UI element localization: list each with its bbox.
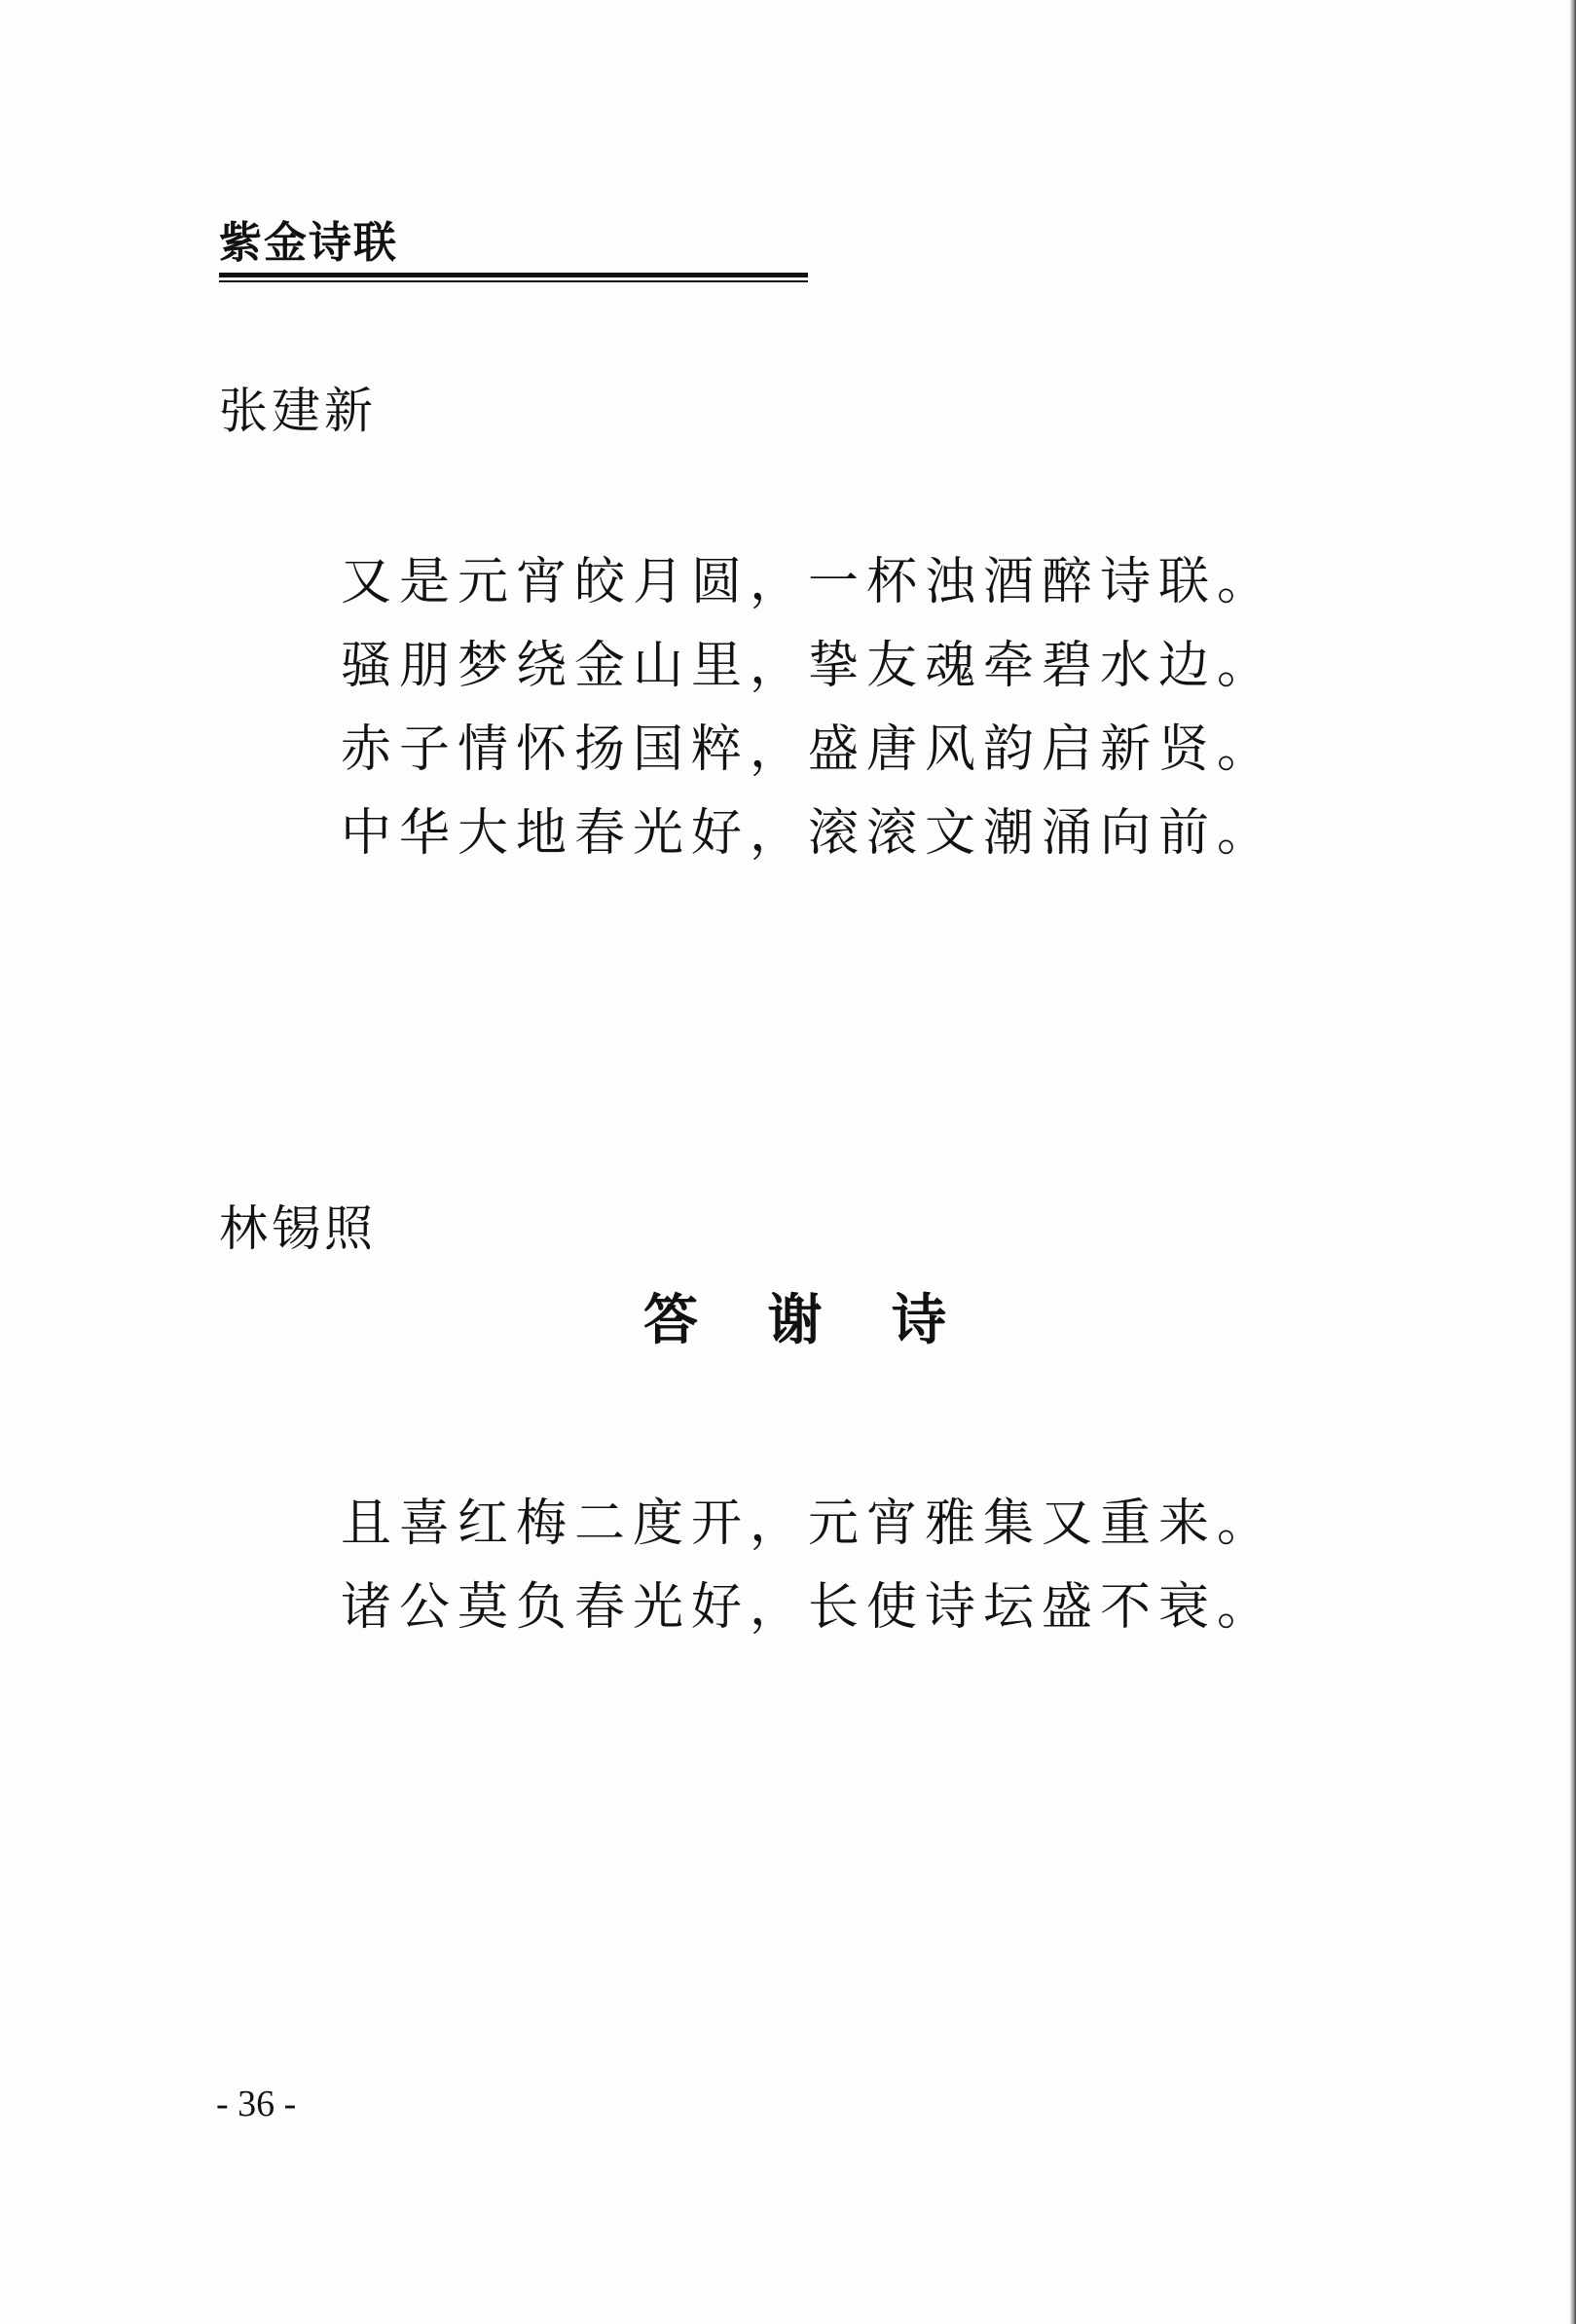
page-number: - 36 - — [216, 2084, 297, 2124]
poem-line: 且喜红梅二度开，元宵雅集又重来。 — [341, 1494, 1276, 1553]
page-edge-shadow — [1570, 0, 1576, 2324]
poem-line: 中华大地春光好，滚滚文潮涌向前。 — [341, 804, 1276, 863]
header-rule-thin — [219, 280, 808, 282]
poem-line: 诸公莫负春光好，长使诗坛盛不衰。 — [341, 1578, 1276, 1637]
poem-author: 张建新 — [219, 383, 377, 439]
poem-line: 又是元宵皎月圆，一杯浊酒醉诗联。 — [341, 553, 1276, 611]
poem-title: 答 谢 诗 — [643, 1289, 971, 1352]
poem-body — [341, 1482, 1275, 1649]
header-rule — [219, 273, 808, 277]
poem-author: 林锡照 — [219, 1200, 377, 1257]
header-title: 紫金诗联 — [219, 218, 398, 268]
running-header — [219, 216, 808, 282]
poem-line: 赤子情怀扬国粹，盛唐风韵启新贤。 — [341, 720, 1276, 779]
poem-line: 骚朋梦绕金山里，挚友魂牵碧水边。 — [341, 637, 1276, 695]
poem-body — [341, 540, 1275, 875]
